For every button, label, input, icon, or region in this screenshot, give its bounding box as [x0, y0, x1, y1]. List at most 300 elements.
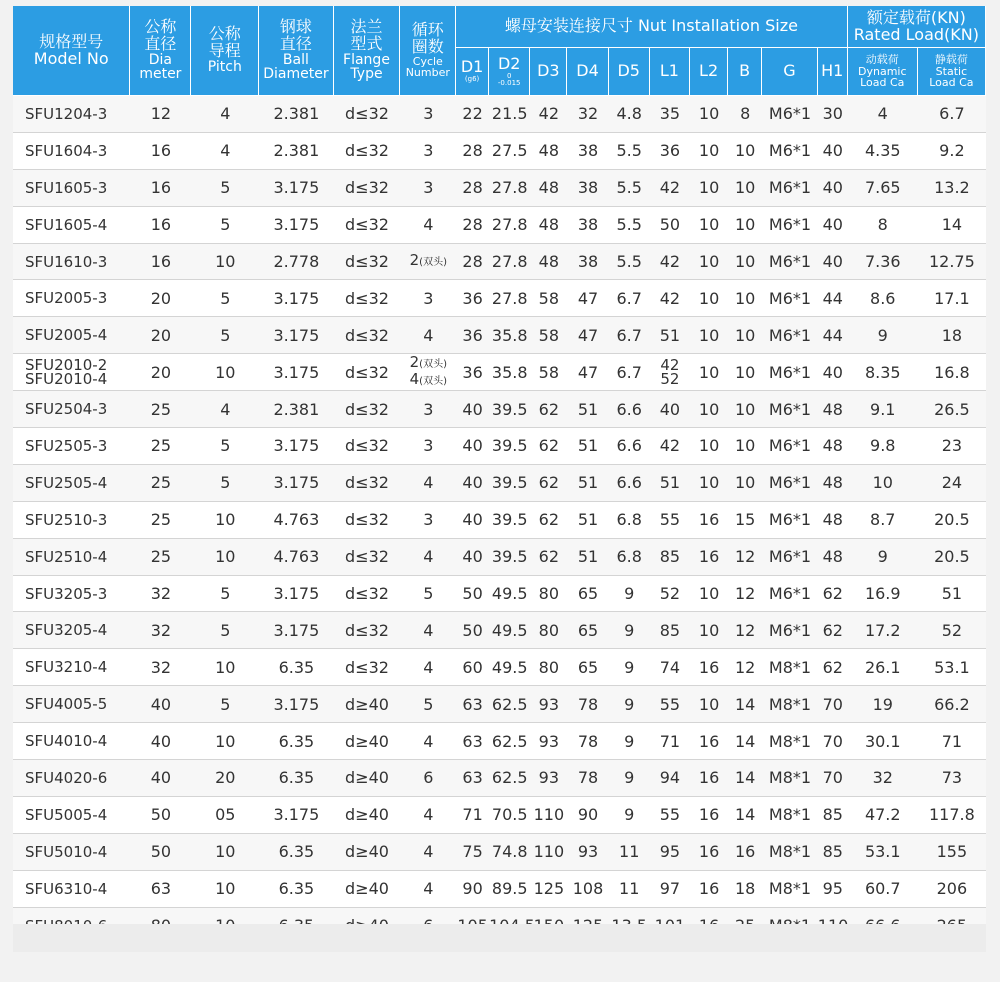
cell-l1: 71: [650, 723, 690, 760]
cell-l1: 51: [650, 317, 690, 354]
cell-dia: 16: [130, 207, 191, 244]
cell-cycle: 3: [400, 170, 456, 207]
table-row: [13, 834, 986, 871]
cell-b: 16: [728, 834, 762, 871]
cell-b: 10: [728, 317, 762, 354]
cell-g: M6*1: [762, 428, 818, 465]
cell-cycle: 4: [400, 207, 456, 244]
cell-l2: 16: [690, 723, 728, 760]
cell-l1b-text: 52: [660, 370, 680, 389]
cell-dia: 12: [130, 96, 191, 133]
cell-ball: 4.763: [259, 502, 333, 539]
cell-l1: 55: [650, 502, 690, 539]
cell-cycle: 3: [400, 391, 456, 428]
header-d2: D2 0 -0.015: [489, 48, 530, 96]
cell-ball: 3.175: [259, 576, 333, 613]
cell-d2: 39.5: [489, 391, 530, 428]
cell-d5: 4.8: [609, 96, 650, 133]
cell-cycle: 3: [400, 133, 456, 170]
cell-dyn: 53.1: [848, 834, 918, 871]
cell-d5: 11: [609, 834, 650, 871]
cell-cycle: 4: [400, 465, 456, 502]
cell-d5: 6.8: [609, 539, 650, 576]
cell-d4: 47: [567, 317, 608, 354]
cell-dyn: 8.35: [848, 354, 918, 391]
cell-model: SFU1610-3: [13, 244, 130, 281]
cell-ball: 3.175: [259, 354, 333, 391]
cell-flange: d≥40: [334, 686, 401, 723]
cell-b: 12: [728, 539, 762, 576]
cell-d5: 11: [609, 871, 650, 908]
cell-l1: 51: [650, 465, 690, 502]
cell-pitch: 10: [191, 244, 259, 281]
cell-cycle: 3: [400, 428, 456, 465]
cell-l2: 10: [690, 170, 728, 207]
cell-g: M6*1: [762, 465, 818, 502]
cell-h1: 62: [818, 649, 848, 686]
cell-b: 10: [728, 428, 762, 465]
table-header: [13, 6, 986, 96]
cell-model: SFU2505-4: [13, 465, 130, 502]
cell-cycle: 3: [400, 502, 456, 539]
cell-d1: 40: [456, 428, 489, 465]
cell-g: M8*1: [762, 834, 818, 871]
cell-h1: 48: [818, 465, 848, 502]
cell-model: SFU1204-3: [13, 96, 130, 133]
table-row: [13, 576, 986, 613]
header-d5: D5: [609, 48, 650, 96]
cell-model-text: SFU2010-2: [25, 356, 108, 375]
cell-d5: 6.7: [609, 317, 650, 354]
cell-g: M6*1: [762, 391, 818, 428]
header-rated-load: 额定载荷(KN) Rated Load(KN): [848, 6, 986, 48]
cell-d2: 49.5: [489, 649, 530, 686]
cell-pitch: 4: [191, 391, 259, 428]
cell-d4: 65: [567, 612, 608, 649]
cell-d3: 48: [530, 207, 567, 244]
cell-d1: 71: [456, 797, 489, 834]
cell-d3: 110: [530, 797, 567, 834]
cell-dia: 32: [130, 612, 191, 649]
cell-l1: 52: [650, 576, 690, 613]
cell-l1: 35: [650, 96, 690, 133]
cell-model: SFU4005-5: [13, 686, 130, 723]
cell-cycle: 6: [400, 760, 456, 797]
cell-l1: 55: [650, 686, 690, 723]
cell-pitch: 10: [191, 539, 259, 576]
cell-dia: 32: [130, 576, 191, 613]
cell-d4: 47: [567, 354, 608, 391]
cell-d3: 48: [530, 170, 567, 207]
cell-dia: 40: [130, 760, 191, 797]
cell-d3: 58: [530, 317, 567, 354]
cell-l2: 16: [690, 834, 728, 871]
cell-d1: 63: [456, 723, 489, 760]
cell-l1: 55: [650, 797, 690, 834]
cell-stat: 52: [918, 612, 986, 649]
cell-flange: d≤32: [334, 280, 401, 317]
cell-stat: 17.1: [918, 280, 986, 317]
cell-d4: 47: [567, 280, 608, 317]
cell-dia: 25: [130, 502, 191, 539]
cell-model: SFU5005-4: [13, 797, 130, 834]
cell-l2: 10: [690, 428, 728, 465]
cell-dia: 40: [130, 686, 191, 723]
cell-h1: 48: [818, 502, 848, 539]
cell-d4: 78: [567, 686, 608, 723]
cell-model: SFU2504-3: [13, 391, 130, 428]
cell-d5: 6.7: [609, 354, 650, 391]
cell-model2-text: SFU2010-4: [25, 370, 108, 389]
cell-d1: 22: [456, 96, 489, 133]
cell-cycle: 4: [400, 797, 456, 834]
cell-h1: 48: [818, 391, 848, 428]
cell-l2: 10: [690, 612, 728, 649]
cell-model: SFU3205-4: [13, 612, 130, 649]
cell-dia: 32: [130, 649, 191, 686]
cell-d3: 62: [530, 465, 567, 502]
cell-l2: 16: [690, 797, 728, 834]
cell-l2: 16: [690, 539, 728, 576]
cell-d3: 80: [530, 576, 567, 613]
table-row: [13, 207, 986, 244]
cell-l2: 16: [690, 649, 728, 686]
cell-dyn: 7.65: [848, 170, 918, 207]
cell-cycle: [400, 354, 456, 391]
cell-h1: 62: [818, 576, 848, 613]
table-row: [13, 170, 986, 207]
cell-pitch: 5: [191, 686, 259, 723]
cell-cycle: 4: [400, 539, 456, 576]
cell-h1: 95: [818, 871, 848, 908]
cell-flange: d≤32: [334, 207, 401, 244]
header-g: G: [762, 48, 818, 96]
cell-g: M6*1: [762, 354, 818, 391]
cell-l2: 16: [690, 502, 728, 539]
cell-cycle: 4: [400, 649, 456, 686]
cell-b: 10: [728, 244, 762, 281]
cell-d3: 58: [530, 280, 567, 317]
cell-model: [13, 354, 130, 391]
cell-d4: 90: [567, 797, 608, 834]
cell-pitch: 5: [191, 576, 259, 613]
cell-b: 14: [728, 686, 762, 723]
cell-model: SFU1605-3: [13, 170, 130, 207]
cell-l1: 85: [650, 612, 690, 649]
cell-d3: 62: [530, 391, 567, 428]
cell-l1: 50: [650, 207, 690, 244]
cell-ball: 6.35: [259, 834, 333, 871]
cell-flange: d≤32: [334, 170, 401, 207]
cell-l2: 16: [690, 871, 728, 908]
cell-model: SFU2005-3: [13, 280, 130, 317]
cell-flange: d≥40: [334, 760, 401, 797]
cell-pitch: 10: [191, 834, 259, 871]
header-flange-type: 法兰 型式 Flange Type: [334, 6, 401, 96]
cell-flange: d≥40: [334, 723, 401, 760]
cell-dyn: 8.7: [848, 502, 918, 539]
cell-d2: 39.5: [489, 502, 530, 539]
cell-d1: 28: [456, 244, 489, 281]
cell-g: M6*1: [762, 317, 818, 354]
cell-model: SFU4020-6: [13, 760, 130, 797]
cell-d2: 39.5: [489, 539, 530, 576]
cell-b: 10: [728, 170, 762, 207]
cell-b: 8: [728, 96, 762, 133]
cell-flange: d≤32: [334, 576, 401, 613]
cell-dyn: 9: [848, 539, 918, 576]
cell-g: M8*1: [762, 871, 818, 908]
cell-l2: 10: [690, 96, 728, 133]
cell-cycle: 5: [400, 576, 456, 613]
cell-d5: 6.6: [609, 465, 650, 502]
cell-h1: 85: [818, 834, 848, 871]
cell-pitch: 20: [191, 760, 259, 797]
cell-h1: 40: [818, 133, 848, 170]
cell-cycle_note-text: (双头): [419, 359, 447, 371]
cell-l2: 10: [690, 244, 728, 281]
cell-h1: 44: [818, 317, 848, 354]
cell-d2: 62.5: [489, 723, 530, 760]
cell-d1: 40: [456, 539, 489, 576]
cell-model: SFU2510-4: [13, 539, 130, 576]
cell-l2: 10: [690, 686, 728, 723]
table-row: [13, 612, 986, 649]
cell-dia: 16: [130, 170, 191, 207]
cell-d5: 6.6: [609, 428, 650, 465]
cell-stat: 73: [918, 760, 986, 797]
cell-flange: d≤32: [334, 317, 401, 354]
cell-d1: 50: [456, 576, 489, 613]
cell-d3: 62: [530, 539, 567, 576]
cell-dia: 63: [130, 871, 191, 908]
cell-d2: 35.8: [489, 317, 530, 354]
cell-d2: 27.8: [489, 170, 530, 207]
table-row: [13, 686, 986, 723]
cell-flange: d≤32: [334, 96, 401, 133]
cell-h1: 70: [818, 723, 848, 760]
cell-stat: 71: [918, 723, 986, 760]
header-l1: L1: [650, 48, 690, 96]
table-row: [13, 760, 986, 797]
cell-flange: d≤32: [334, 354, 401, 391]
cell-d4: 65: [567, 576, 608, 613]
cell-d2: 21.5: [489, 96, 530, 133]
cell-l1-text: 42: [660, 356, 680, 375]
cell-dyn: 26.1: [848, 649, 918, 686]
table-footer-band: [13, 924, 986, 952]
cell-pitch: 10: [191, 354, 259, 391]
cell-l1: 36: [650, 133, 690, 170]
cell-d2: 27.8: [489, 280, 530, 317]
cell-h1: 85: [818, 797, 848, 834]
header-d1: D1 (g6): [456, 48, 489, 96]
cell-l1: 85: [650, 539, 690, 576]
cell-ball: 6.35: [259, 871, 333, 908]
cell-pitch: 5: [191, 465, 259, 502]
table-row: [13, 723, 986, 760]
cell-d5: 9: [609, 612, 650, 649]
cell-d5: 9: [609, 723, 650, 760]
cell-pitch: 5: [191, 280, 259, 317]
header-d4: D4: [567, 48, 608, 96]
cell-dyn: 9: [848, 317, 918, 354]
cell-dia: 20: [130, 354, 191, 391]
header-model: 规格型号 Model No: [13, 6, 130, 96]
cell-g: M6*1: [762, 576, 818, 613]
cell-flange: d≥40: [334, 871, 401, 908]
cell-d5: 6.7: [609, 280, 650, 317]
cell-dyn: 32: [848, 760, 918, 797]
table-row: [13, 539, 986, 576]
cell-d4: 78: [567, 760, 608, 797]
cell-l2: 10: [690, 576, 728, 613]
table-row: [13, 649, 986, 686]
cell-ball: 3.175: [259, 280, 333, 317]
cell-pitch: 10: [191, 871, 259, 908]
cell-d4: 38: [567, 133, 608, 170]
cell-cycle: 4: [400, 723, 456, 760]
cell-model: SFU2005-4: [13, 317, 130, 354]
cell-l1: 94: [650, 760, 690, 797]
cell-h1: 30: [818, 96, 848, 133]
cell-cycle_note-text: (双头): [419, 257, 447, 268]
header-h1: H1: [818, 48, 848, 96]
cell-b: 12: [728, 649, 762, 686]
cell-flange: d≤32: [334, 465, 401, 502]
cell-g: M8*1: [762, 797, 818, 834]
cell-stat: 20.5: [918, 539, 986, 576]
cell-stat: 206: [918, 871, 986, 908]
table-row: [13, 244, 986, 281]
cell-d4: 38: [567, 170, 608, 207]
cell-dyn: 10: [848, 465, 918, 502]
cell-ball: 2.381: [259, 133, 333, 170]
cell-d3: 42: [530, 96, 567, 133]
cell-dyn: 9.1: [848, 391, 918, 428]
cell-ball: 6.35: [259, 649, 333, 686]
cell-dia: 16: [130, 244, 191, 281]
cell-d2: 27.5: [489, 133, 530, 170]
cell-model: SFU5010-4: [13, 834, 130, 871]
header-nut-installation-size: 螺母安装连接尺寸 Nut Installation Size: [456, 6, 848, 48]
cell-stat: 16.8: [918, 354, 986, 391]
table-row: [13, 280, 986, 317]
cell-d2: 62.5: [489, 760, 530, 797]
cell-b: 12: [728, 576, 762, 613]
cell-cycle: 4: [400, 834, 456, 871]
cell-g: M6*1: [762, 96, 818, 133]
cell-l2: 10: [690, 391, 728, 428]
cell-pitch: 10: [191, 649, 259, 686]
cell-ball: 3.175: [259, 317, 333, 354]
cell-g: M6*1: [762, 502, 818, 539]
cell-model: SFU1604-3: [13, 133, 130, 170]
cell-d4: 108: [567, 871, 608, 908]
cell-ball: 3.175: [259, 428, 333, 465]
cell-pitch: 10: [191, 502, 259, 539]
cell-flange: d≤32: [334, 244, 401, 281]
cell-dyn: 9.8: [848, 428, 918, 465]
cell-stat: 117.8: [918, 797, 986, 834]
cell-d4: 51: [567, 465, 608, 502]
cell-pitch: 4: [191, 133, 259, 170]
cell-dia: 50: [130, 797, 191, 834]
table-row: [13, 428, 986, 465]
cell-d5: 9: [609, 686, 650, 723]
cell-l2: 16: [690, 760, 728, 797]
header-pitch: 公称 导程 Pitch: [191, 6, 259, 96]
cell-d2: 49.5: [489, 576, 530, 613]
cell-cycle2_note-text: (双头): [419, 376, 447, 388]
cell-dyn: 47.2: [848, 797, 918, 834]
cell-dia: 25: [130, 539, 191, 576]
cell-cycle-text: 2: [409, 353, 420, 372]
cell-d3: 110: [530, 834, 567, 871]
cell-d5: 6.8: [609, 502, 650, 539]
cell-h1: 48: [818, 539, 848, 576]
cell-d4: 78: [567, 723, 608, 760]
cell-d1: 40: [456, 502, 489, 539]
cell-g: M8*1: [762, 760, 818, 797]
table-row: [13, 96, 986, 133]
cell-ball: 6.35: [259, 760, 333, 797]
cell-d5: 9: [609, 576, 650, 613]
cell-dia: 20: [130, 317, 191, 354]
cell-d3: 93: [530, 723, 567, 760]
cell-pitch: 5: [191, 612, 259, 649]
cell-h1: 62: [818, 612, 848, 649]
cell-d4: 65: [567, 649, 608, 686]
cell-d1: 75: [456, 834, 489, 871]
cell-d4: 93: [567, 834, 608, 871]
cell-g: M6*1: [762, 170, 818, 207]
cell-h1: 70: [818, 686, 848, 723]
cell-pitch: 4: [191, 96, 259, 133]
cell-h1: 40: [818, 244, 848, 281]
cell-h1: 40: [818, 170, 848, 207]
cell-b: 15: [728, 502, 762, 539]
cell-model: SFU1605-4: [13, 207, 130, 244]
header-diameter: 公称 直径 Dia meter: [130, 6, 191, 96]
cell-pitch: 5: [191, 317, 259, 354]
cell-stat: 23: [918, 428, 986, 465]
cell-d1: 50: [456, 612, 489, 649]
cell-model: SFU3210-4: [13, 649, 130, 686]
cell-flange: d≤32: [334, 391, 401, 428]
cell-d2: 89.5: [489, 871, 530, 908]
cell-b: 10: [728, 391, 762, 428]
cell-d3: 48: [530, 133, 567, 170]
cell-stat: 12.75: [918, 244, 986, 281]
cell-d3: 48: [530, 244, 567, 281]
cell-d1: 63: [456, 686, 489, 723]
cell-dia: 20: [130, 280, 191, 317]
cell-dyn: 4: [848, 96, 918, 133]
cell-dyn: 60.7: [848, 871, 918, 908]
cell-b: 14: [728, 797, 762, 834]
cell-b: 12: [728, 612, 762, 649]
cell-d4: 51: [567, 391, 608, 428]
cell-ball: 6.35: [259, 723, 333, 760]
cell-d2: 27.8: [489, 244, 530, 281]
cell-d3: 62: [530, 502, 567, 539]
cell-d2: 74.8: [489, 834, 530, 871]
cell-d2: 35.8: [489, 354, 530, 391]
cell-flange: d≥40: [334, 797, 401, 834]
cell-dyn: 19: [848, 686, 918, 723]
cell-pitch: 5: [191, 207, 259, 244]
